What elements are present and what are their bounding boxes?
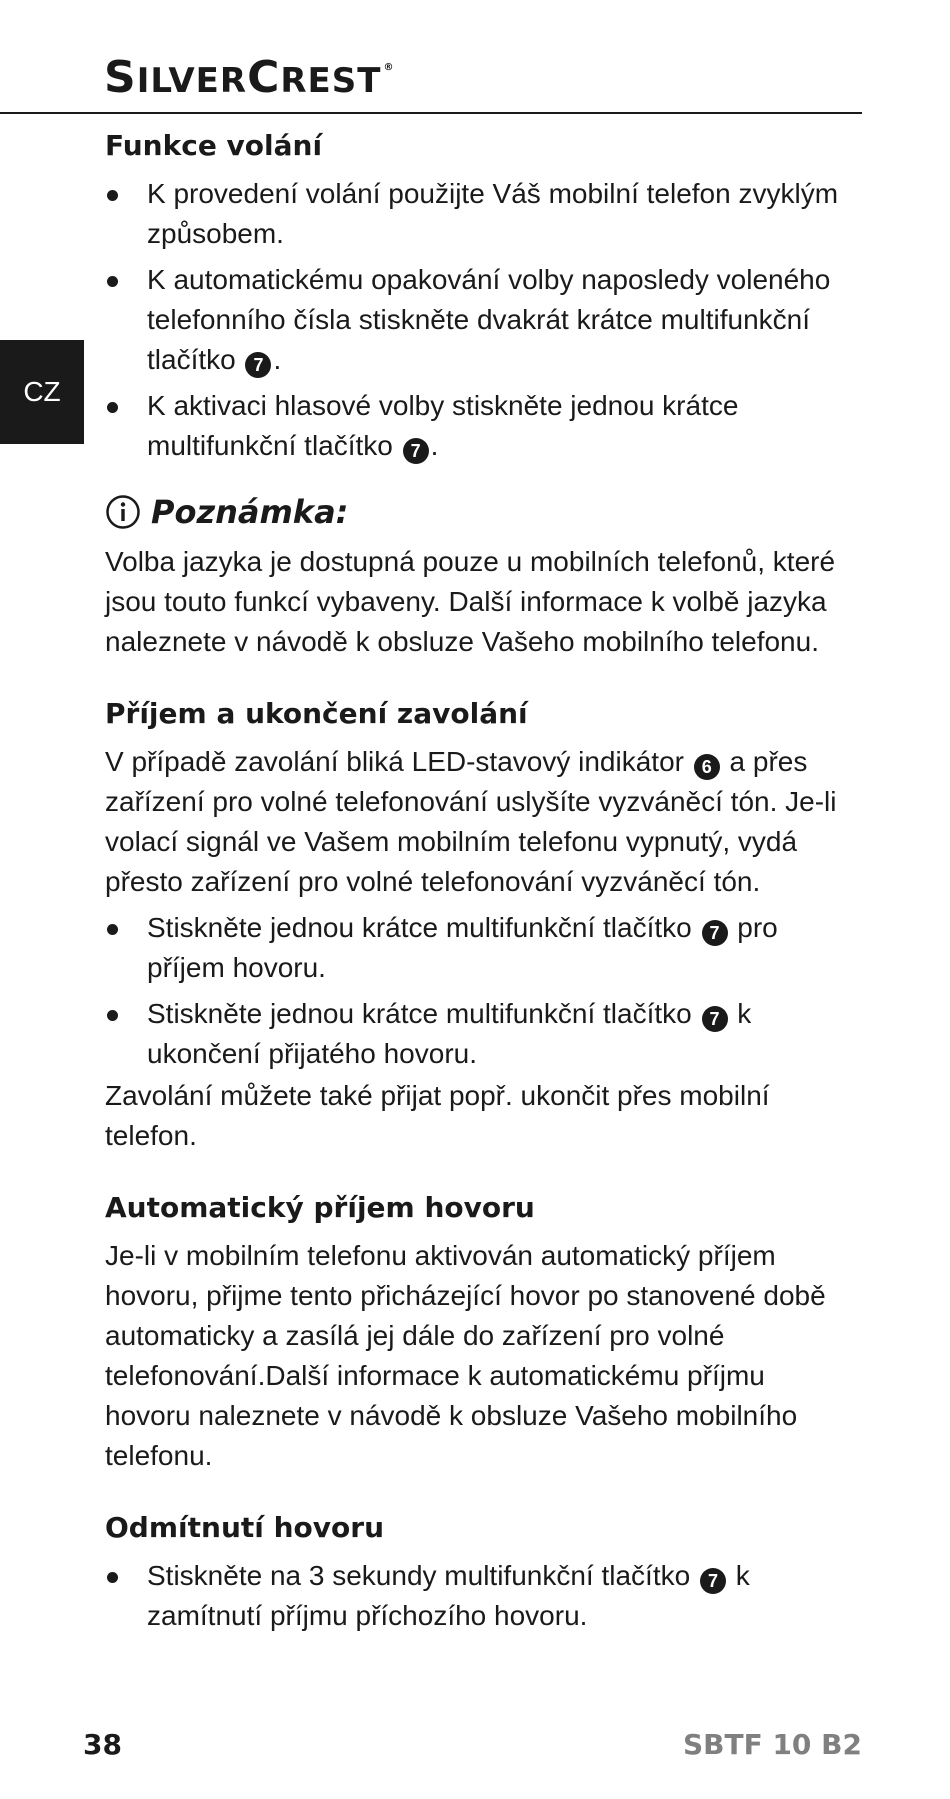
note-heading bbox=[105, 484, 850, 540]
language-label: CZ bbox=[23, 376, 61, 407]
button-ref-7-icon: 7 bbox=[403, 438, 429, 464]
note-text: Volba jazyka je dostupná pouze u mobilních telefonů, které jsou touto funkcí vybaveny. Další informace k volbě jazyka naleznete v návodě k obsluze Vašeho mobilního telefonu. bbox=[105, 546, 836, 657]
call-function-list bbox=[105, 174, 850, 466]
model-number: SBTF 10 B2 bbox=[682, 1728, 862, 1761]
note-title: Poznámka: bbox=[151, 493, 349, 531]
language-tab bbox=[0, 340, 84, 444]
info-icon bbox=[105, 494, 141, 530]
led-ref-6-icon: 6 bbox=[694, 754, 720, 780]
bullet-icon bbox=[107, 402, 118, 413]
section-title-reject: Odmítnutí hovoru bbox=[105, 1511, 385, 1544]
bullet-icon bbox=[107, 924, 118, 935]
reject-list bbox=[105, 1556, 850, 1636]
button-ref-7-icon: 7 bbox=[702, 920, 728, 946]
list-item: Stiskněte na 3 sekundy multifunkční tlačítko 7 k zamítnutí příjmu příchozího hovoru. bbox=[105, 1556, 850, 1636]
page-content bbox=[105, 122, 850, 1636]
list-item: K aktivaci hlasové volby stiskněte jednou krátce multifunkční tlačítko 7 . bbox=[105, 386, 850, 466]
button-ref-7-icon: 7 bbox=[245, 352, 271, 378]
auto-text: Je-li v mobilním telefonu aktivován automatický příjem hovoru, přijme tento přicházející hovor po stanovené době automaticky a zasílá jej dále do zařízení pro volné telefonování.Další informace k automatickému příjmu hovoru naleznete v návodě k obsluze Vašeho mobilního telefonu. bbox=[105, 1240, 826, 1471]
bullet-icon bbox=[107, 1010, 118, 1021]
receive-intro: V případě zavolání bliká LED-stavový indikátor 6 a přes zařízení pro volné telefonování uslyšíte vyzváněcí tón. Je-li volací signál ve Vašem mobilním telefonu vypnutý, vydá přesto zařízení pro volné telefonování vyzváněcí tón. bbox=[105, 746, 837, 897]
button-ref-7-icon: 7 bbox=[702, 1006, 728, 1032]
page-number: 38 bbox=[83, 1728, 122, 1761]
list-item: Stiskněte jednou krátce multifunkční tlačítko 7 k ukončení přijatého hovoru. bbox=[105, 994, 850, 1074]
button-ref-7-icon: 7 bbox=[700, 1568, 726, 1594]
list-item: Stiskněte jednou krátce multifunkční tlačítko 7 pro příjem hovoru. bbox=[105, 908, 850, 988]
bullet-icon bbox=[107, 276, 118, 287]
section-title-call-function: Funkce volání bbox=[105, 129, 323, 162]
brand-logo: SILVERCREST ® bbox=[104, 52, 395, 103]
receive-list bbox=[105, 908, 850, 1074]
section-title-auto: Automatický příjem hovoru bbox=[105, 1191, 535, 1224]
list-item: K automatickému opakování volby naposledy voleného telefonního čísla stiskněte dvakrát krátce multifunkční tlačítko 7 . bbox=[105, 260, 850, 380]
header-rule bbox=[0, 112, 862, 114]
section-title-receive: Příjem a ukončení zavolání bbox=[105, 697, 528, 730]
bullet-icon bbox=[107, 1572, 118, 1583]
bullet-icon bbox=[107, 190, 118, 201]
receive-outro: Zavolání můžete také přijat popř. ukončit přes mobilní telefon. bbox=[105, 1080, 770, 1151]
list-item: K provedení volání použijte Váš mobilní telefon zvyklým způsobem. bbox=[105, 174, 850, 254]
